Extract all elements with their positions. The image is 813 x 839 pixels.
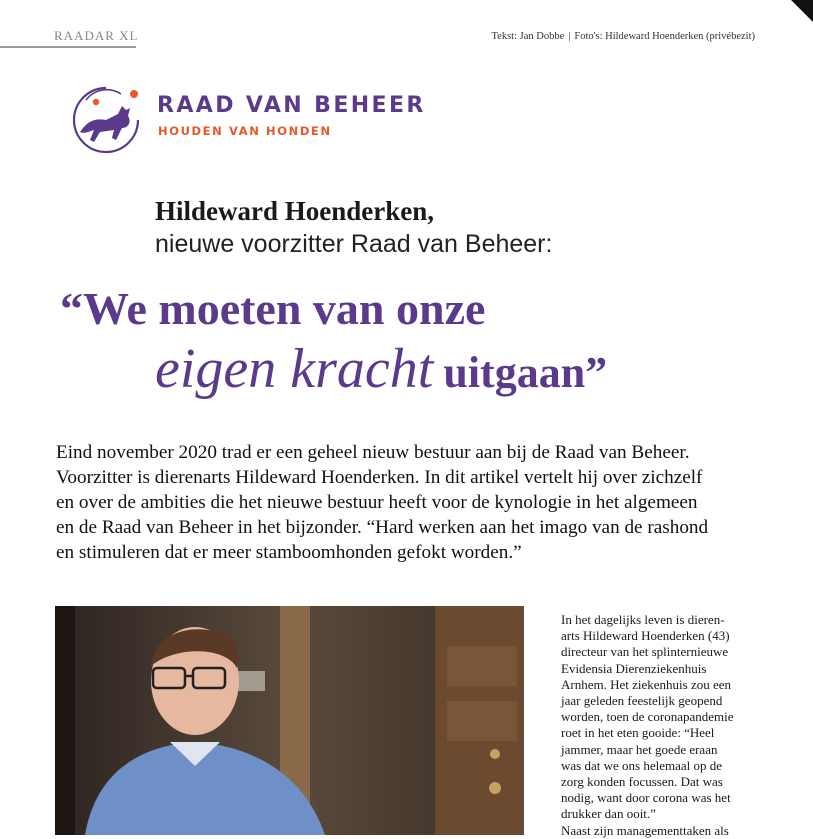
body-line: worden, toen de coronapandemie — [561, 709, 734, 725]
page-corner-mark — [791, 0, 813, 22]
body-line: zorg konden focussen. Dat was — [561, 774, 723, 790]
body-line: roet in het eten gooide: “Heel — [561, 725, 715, 741]
credit-separator: | — [568, 31, 571, 42]
headline-line-1: “We moeten van onze — [60, 283, 486, 334]
intro-line: en stimuleren dat er meer stamboomhonden gefokt worden.” — [56, 542, 522, 563]
body-line: jammer, maar het goede eraan — [561, 741, 718, 757]
body-line: directeur van het splinternieuwe — [561, 644, 729, 660]
intro-paragraph — [56, 440, 756, 565]
body-line: In het dagelijks leven is dieren- — [561, 612, 725, 627]
portrait-photo — [55, 606, 524, 835]
headline-end: uitgaan” — [443, 348, 608, 397]
body-line: Evidensia Dierenziekenhuis — [561, 660, 707, 676]
headline-line-2 — [155, 337, 607, 401]
intro-line: en over de ambities die het nieuwe bestuur heeft voor de kynologie in het algemeen — [56, 492, 698, 513]
dog-circle-logo-icon — [66, 80, 146, 160]
intro-line: Voorzitter is dierenarts Hildeward Hoenderken. In dit artikel vertelt hij over zichzelf — [56, 467, 703, 488]
organization-tagline: HOUDEN VAN HONDEN — [158, 124, 332, 138]
intro-line: en de Raad van Beheer in het bijzonder. “Hard werken aan het imago van de rashond — [56, 517, 709, 538]
body-line: nodig, want door corona was het — [561, 790, 731, 806]
intro-line: Eind november 2020 trad er een geheel nieuw bestuur aan bij de Raad van Beheer. — [56, 442, 690, 463]
headline-emphasis: eigen kracht — [155, 338, 434, 400]
section-label: RAADAR XL — [54, 28, 139, 43]
body-text-column — [561, 612, 761, 839]
body-line: was dat we ons helemaal op de — [561, 757, 723, 773]
body-line: Naast zijn managementtaken als — [561, 822, 729, 838]
body-line: arts Hildeward Hoenderken (43) — [561, 628, 730, 644]
text-credit: Tekst: Jan Dobbe — [491, 31, 565, 42]
body-line: drukker dan ooit.” — [561, 806, 656, 822]
credits — [491, 31, 755, 42]
person-role: nieuwe voorzitter Raad van Beheer: — [155, 230, 553, 258]
organization-name: RAAD VAN BEHEER — [157, 93, 426, 118]
person-name: Hildeward Hoenderken, — [155, 196, 435, 226]
portrait-illustration — [55, 606, 524, 835]
photo-credit: Foto's: Hildeward Hoenderken (privébezit) — [574, 31, 755, 42]
body-line: jaar geleden feestelijk geopend — [561, 693, 723, 709]
body-line: Arnhem. Het ziekenhuis zou een — [561, 676, 732, 692]
